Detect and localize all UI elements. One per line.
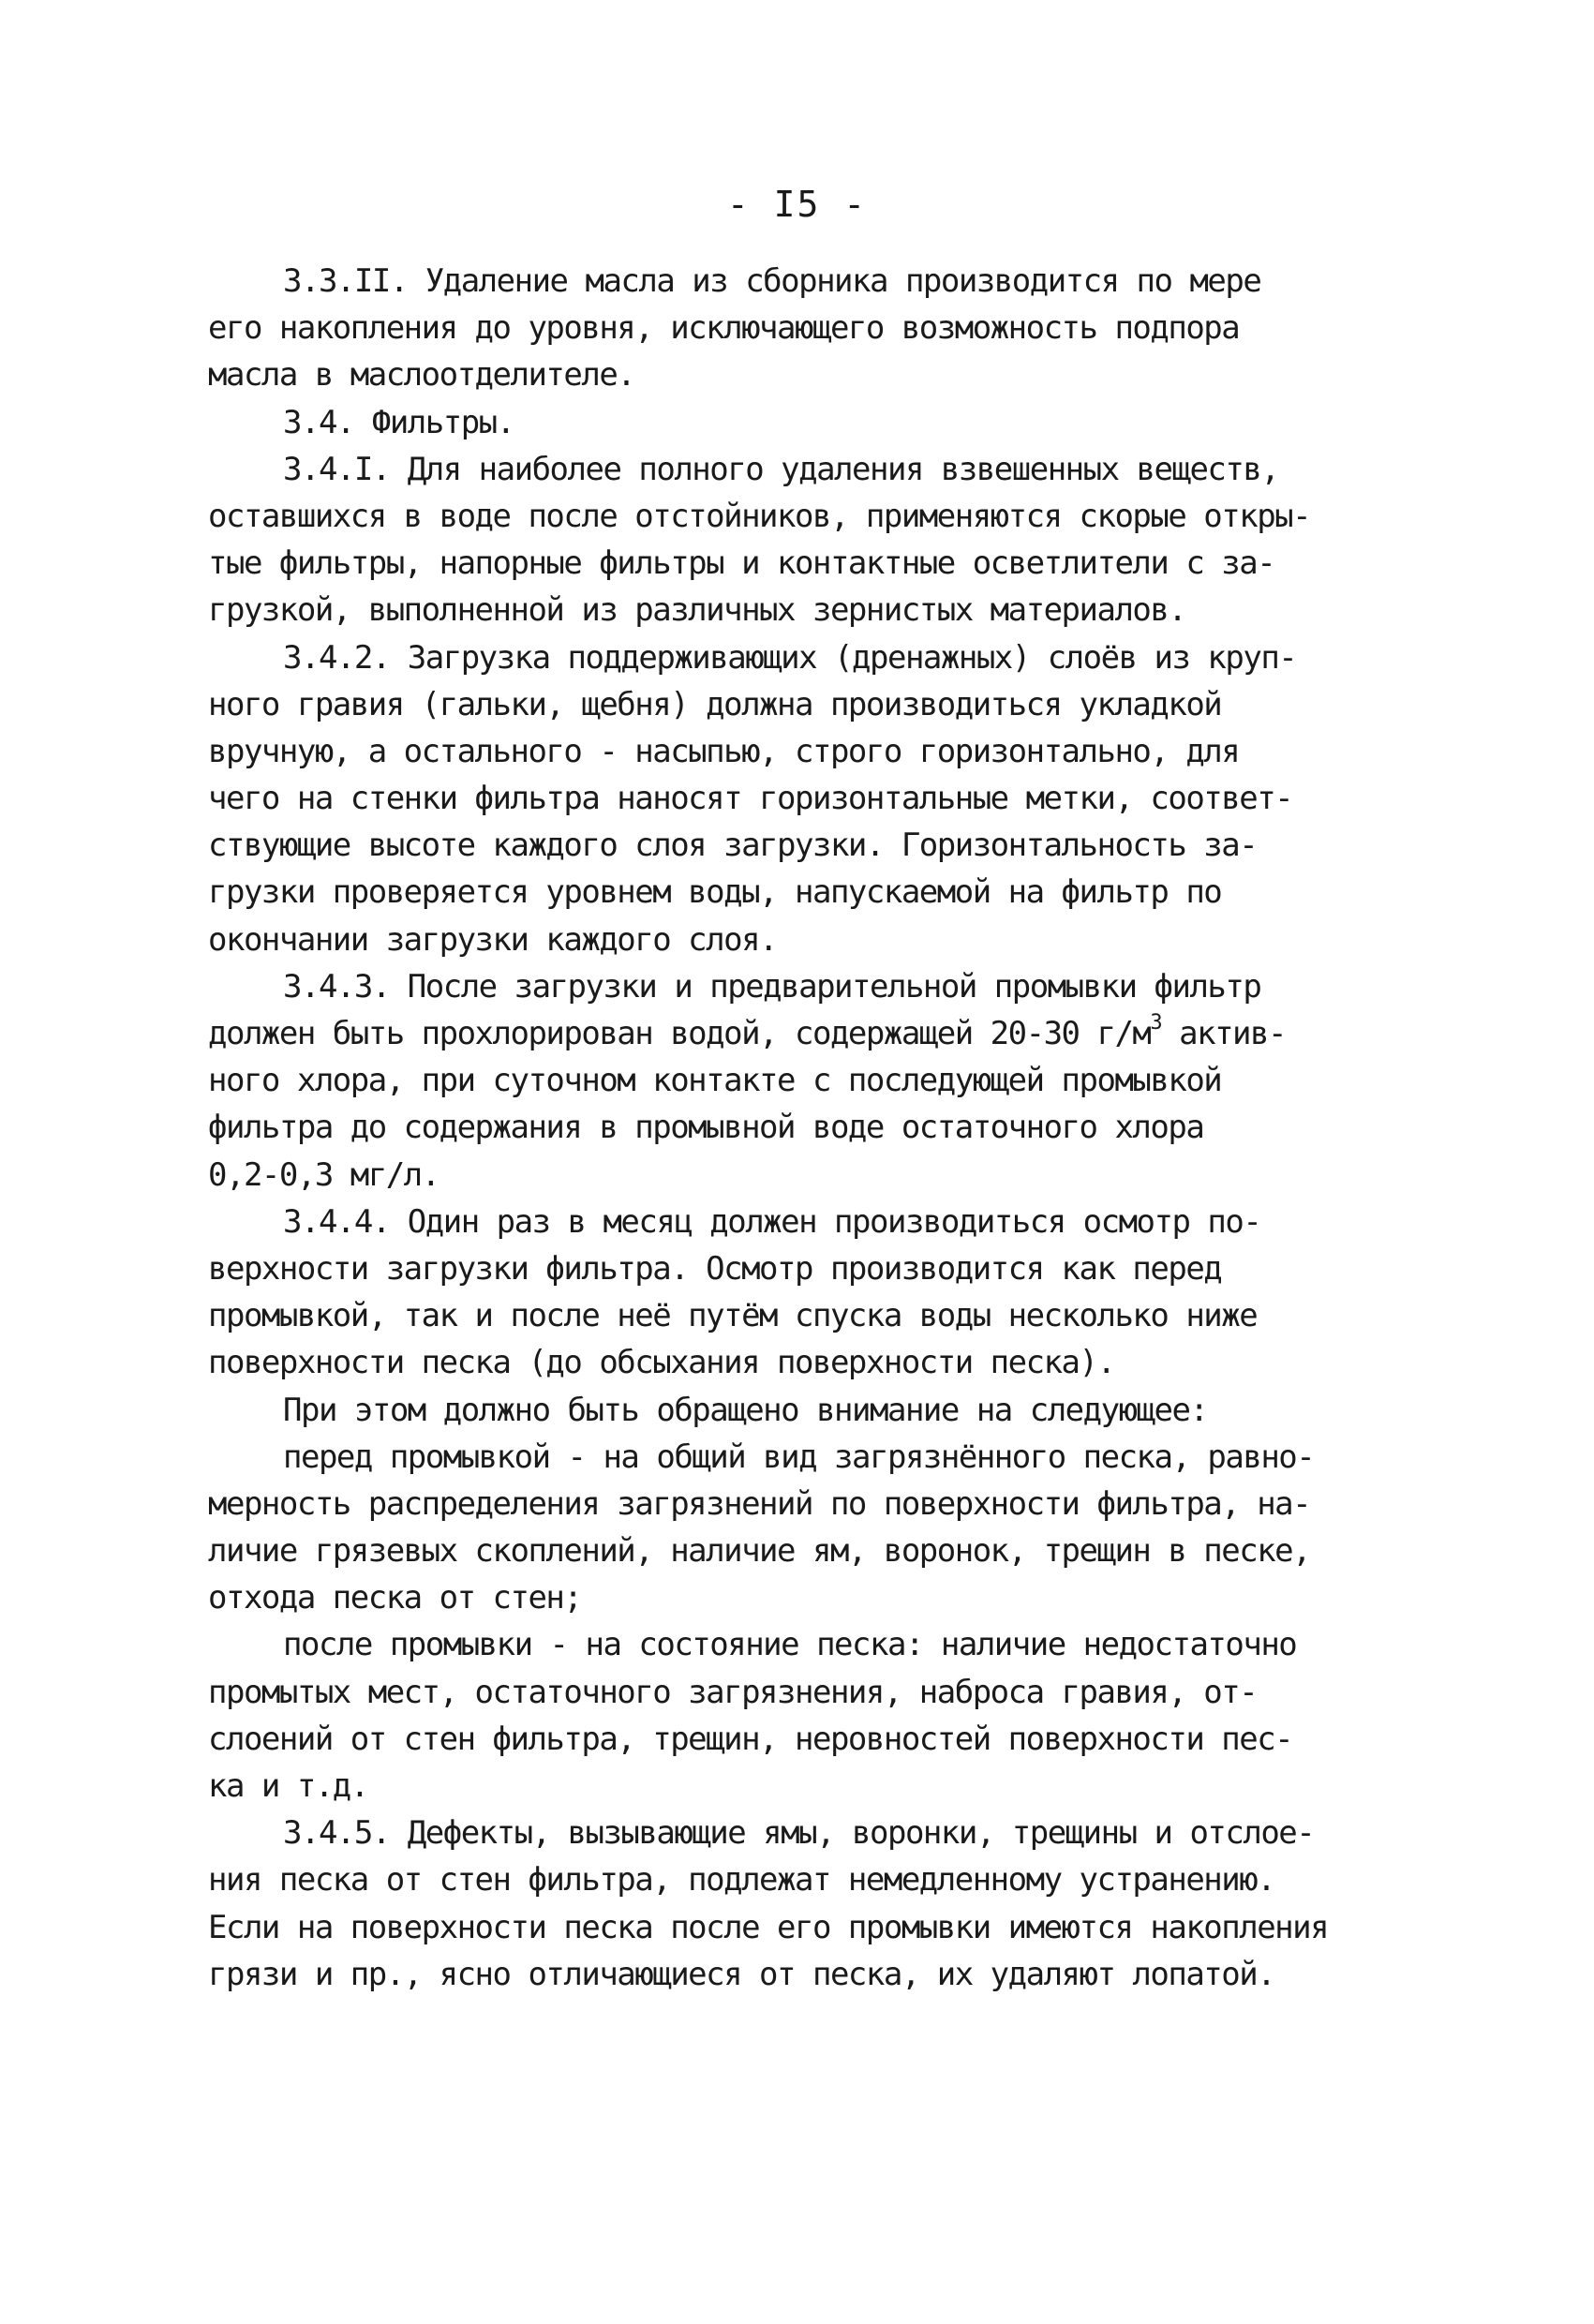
- text-line: 0,2-0,3 мг/л.: [208, 1155, 439, 1194]
- text-line: грузкой, выполненной из различных зернистых материалов.: [208, 591, 1186, 630]
- text-line: вручную, а остального - насыпью, строго горизонтально, для: [208, 732, 1240, 770]
- text-line: оставшихся в воде после отстойников, применяются скорые откры-: [208, 497, 1311, 535]
- text-line: после промывки - на состояние песка: наличие недостаточно: [283, 1626, 1297, 1664]
- text-line: При этом должно быть обращено внимание на следующее:: [283, 1391, 1208, 1429]
- text-line: верхности загрузки фильтра. Осмотр производится как перед: [208, 1249, 1222, 1288]
- text-line: масла в маслоотделителе.: [208, 356, 635, 395]
- text-line: фильтра до содержания в промывной воде остаточного хлора: [208, 1109, 1204, 1147]
- paragraph-3-4-3-line: 3.4.3. После загрузки и предварительной промывки фильтр: [283, 967, 1261, 1006]
- text-segment: актив-: [1161, 1015, 1286, 1052]
- text-line: промытых мест, остаточного загрязнения, наброса гравия, от-: [208, 1673, 1258, 1711]
- paragraph-3-3-11-line: 3.3.II. Удаление масла из сборника производится по мере: [283, 262, 1261, 300]
- page-number: - I5 -: [726, 184, 868, 225]
- text-line: поверхности песка (до обсыхания поверхности песка).: [208, 1344, 1115, 1382]
- text-line: грязи и пр., ясно отличающиеся от песка, их удаляют лопатой.: [208, 1955, 1275, 1993]
- text-line: личие грязевых скоплений, наличие ям, воронок, трещин в песке,: [208, 1532, 1311, 1571]
- paragraph-3-4-4-line: 3.4.4. Один раз в месяц должен производиться осмотр по-: [283, 1202, 1261, 1241]
- text-line: ния песка от стен фильтра, подлежат немедленному устранению.: [208, 1861, 1275, 1899]
- text-line: тые фильтры, напорные фильтры и контактные осветлители с за-: [208, 544, 1275, 583]
- section-heading-filters: 3.4. Фильтры.: [283, 403, 514, 441]
- text-line: слоений от стен фильтра, трещин, неровностей поверхности пес-: [208, 1720, 1293, 1758]
- paragraph-3-4-2-line: 3.4.2. Загрузка поддерживающих (дренажных) слоёв из круп-: [283, 638, 1297, 677]
- text-line: его накопления до уровня, исключающего возможность подпора: [208, 309, 1240, 348]
- paragraph-3-4-1-line: 3.4.I. Для наиболее полного удаления взвешенных веществ,: [283, 450, 1279, 488]
- paragraph-3-4-5-line: 3.4.5. Дефекты, вызывающие ямы, воронки, трещины и отслое-: [283, 1814, 1315, 1853]
- text-line: промывкой, так и после неё путём спуска воды несколько ниже: [208, 1297, 1258, 1335]
- text-line: Если на поверхности песка после его промывки имеются накопления: [208, 1908, 1329, 1946]
- text-line: окончании загрузки каждого слоя.: [208, 920, 778, 959]
- text-line: перед промывкой - на общий вид загрязнённого песка, равно-: [283, 1438, 1315, 1476]
- text-line: ка и т.д.: [208, 1767, 368, 1805]
- text-line-with-superscript: [208, 1010, 1426, 1057]
- text-segment: должен быть прохлорирован водой, содержащей 20-30 г/м: [208, 1015, 1151, 1052]
- text-line: отхода песка от стен;: [208, 1579, 582, 1617]
- text-line: ного гравия (гальки, щебня) должна производиться укладкой: [208, 685, 1222, 723]
- text-line: мерность распределения загрязнений по поверхности фильтра, на-: [208, 1484, 1311, 1523]
- text-line: грузки проверяется уровнем воды, напускаемой на фильтр по: [208, 873, 1222, 912]
- text-body: [208, 258, 1426, 1998]
- text-line: ного хлора, при суточном контакте с последующей промывкой: [208, 1062, 1222, 1100]
- text-line: чего на стенки фильтра наносят горизонтальные метки, соответ-: [208, 780, 1293, 818]
- text-line: ствующие высоте каждого слоя загрузки. Горизонтальность за-: [208, 827, 1258, 865]
- superscript-exponent: 3: [1150, 1010, 1162, 1035]
